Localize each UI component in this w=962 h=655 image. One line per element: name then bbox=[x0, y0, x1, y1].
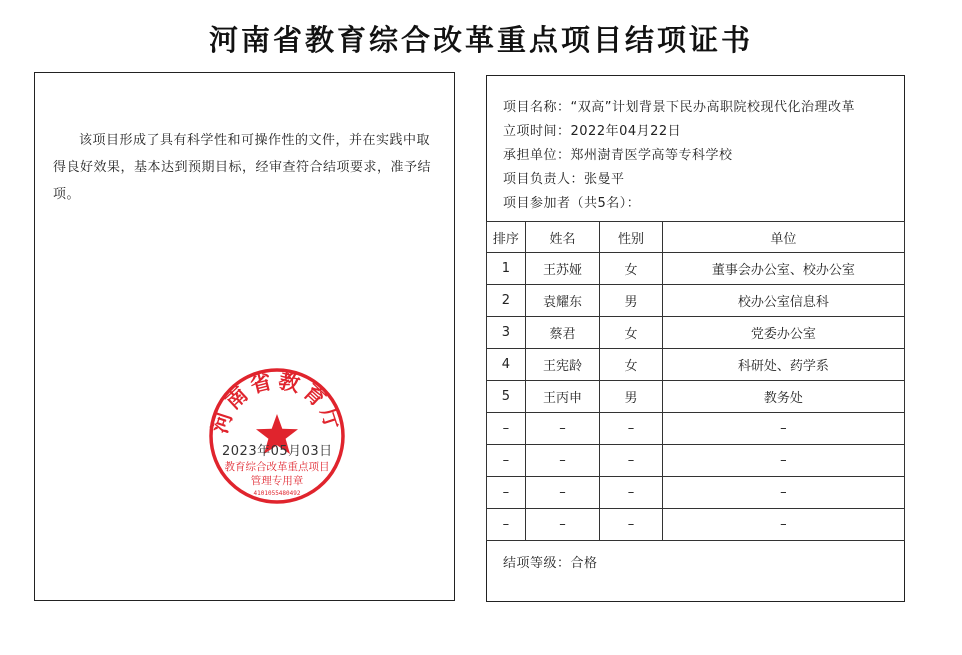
cell-unit: 校办公室信息科 bbox=[662, 285, 904, 317]
col-header-gender: 性别 bbox=[600, 222, 663, 253]
seal-subtitle-1: 教育综合改革重点项目 bbox=[224, 461, 330, 473]
project-unit-line bbox=[503, 144, 733, 163]
seal-serial: 4101055480492 bbox=[253, 490, 301, 497]
cell-name: 袁耀东 bbox=[525, 285, 599, 317]
project-leader-line bbox=[503, 168, 625, 187]
project-unit-label: 承担单位： bbox=[503, 148, 571, 163]
cell-name: 王丙申 bbox=[525, 381, 599, 413]
cell-gender: 女 bbox=[600, 253, 663, 285]
cell-gender: 女 bbox=[600, 349, 663, 381]
project-info-panel bbox=[486, 75, 905, 602]
cell-order: – bbox=[487, 445, 526, 477]
cell-unit: 科研处、药学系 bbox=[662, 349, 904, 381]
col-header-unit: 单位 bbox=[662, 222, 904, 253]
project-date-line bbox=[503, 120, 681, 139]
col-header-name: 姓名 bbox=[525, 222, 599, 253]
cell-order: – bbox=[487, 413, 526, 445]
table-row bbox=[487, 477, 905, 509]
cell-name: – bbox=[525, 509, 599, 541]
grade-value: 合格 bbox=[570, 556, 598, 571]
cell-order: 2 bbox=[487, 285, 526, 317]
project-leader-label: 项目负责人： bbox=[503, 172, 585, 187]
project-name-line bbox=[503, 96, 855, 115]
cell-name: 王苏娅 bbox=[525, 253, 599, 285]
table-header-row bbox=[487, 222, 905, 253]
seal-date: 2023年05月03日 bbox=[222, 444, 333, 459]
table-row bbox=[487, 509, 905, 541]
table-row bbox=[487, 285, 905, 317]
certificate-title: 河南省教育综合改革重点项目结项证书 bbox=[208, 23, 753, 57]
project-date-value: 2022年04月22日 bbox=[570, 124, 682, 139]
cell-order: 3 bbox=[487, 317, 526, 349]
cell-name: – bbox=[525, 413, 599, 445]
grade-label: 结项等级： bbox=[503, 556, 571, 571]
conclusion-statement: 该项目形成了具有科学性和可操作性的文件，并在实践中取得良好效果，基本达到预期目标，经审查符合结项要求，准予结项。 bbox=[53, 133, 432, 202]
cell-name: – bbox=[525, 445, 599, 477]
col-header-order: 排序 bbox=[487, 222, 526, 253]
cell-order: – bbox=[487, 477, 526, 509]
project-unit-value: 郑州澍青医学高等专科学校 bbox=[570, 148, 733, 163]
cell-unit: – bbox=[662, 445, 904, 477]
project-name-value: “双高”计划背景下民办高职院校现代化治理改革 bbox=[570, 100, 855, 115]
cell-unit: 党委办公室 bbox=[662, 317, 904, 349]
project-date-label: 立项时间： bbox=[503, 124, 571, 139]
cell-unit: – bbox=[662, 509, 904, 541]
cell-gender: 男 bbox=[600, 285, 663, 317]
cell-unit: – bbox=[662, 413, 904, 445]
participants-table bbox=[486, 221, 905, 541]
completion-grade-line bbox=[503, 552, 598, 571]
cell-gender: 男 bbox=[600, 381, 663, 413]
seal-org-text: 河南省教育厅 bbox=[207, 367, 347, 437]
cell-gender: – bbox=[600, 509, 663, 541]
cell-order: 5 bbox=[487, 381, 526, 413]
cell-gender: – bbox=[600, 413, 663, 445]
cell-order: 1 bbox=[487, 253, 526, 285]
official-seal-stamp bbox=[207, 366, 347, 506]
cell-order: – bbox=[487, 509, 526, 541]
cell-name: 蔡君 bbox=[525, 317, 599, 349]
cell-name: 王宪龄 bbox=[525, 349, 599, 381]
table-row bbox=[487, 253, 905, 285]
cell-name: – bbox=[525, 477, 599, 509]
cell-gender: 女 bbox=[600, 317, 663, 349]
participants-heading: 项目参加者（共5名）： bbox=[503, 196, 641, 211]
table-row bbox=[487, 349, 905, 381]
table-row bbox=[487, 413, 905, 445]
cell-unit: 教务处 bbox=[662, 381, 904, 413]
cell-gender: – bbox=[600, 477, 663, 509]
table-row bbox=[487, 445, 905, 477]
statement-panel bbox=[34, 72, 455, 601]
seal-subtitle-2: 管理专用章 bbox=[250, 475, 304, 487]
project-leader-value: 张曼平 bbox=[584, 172, 625, 187]
cell-order: 4 bbox=[487, 349, 526, 381]
cell-unit: 董事会办公室、校办公室 bbox=[662, 253, 904, 285]
cell-gender: – bbox=[600, 445, 663, 477]
table-row bbox=[487, 381, 905, 413]
project-name-label: 项目名称： bbox=[503, 100, 571, 115]
table-row bbox=[487, 317, 905, 349]
cell-unit: – bbox=[662, 477, 904, 509]
